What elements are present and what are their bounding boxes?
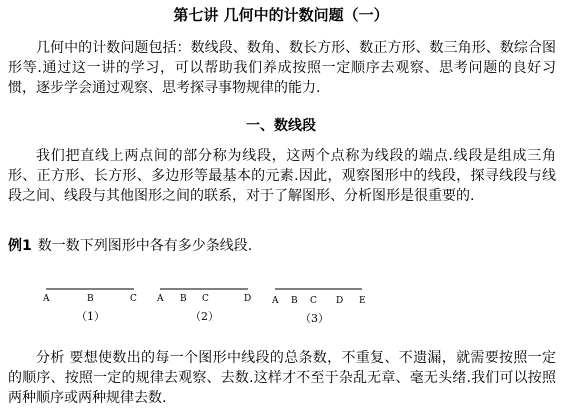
figure-3-caption: （3）: [300, 312, 329, 325]
figure-3-point-e: E: [359, 296, 366, 306]
figure-3-point-b: B: [291, 296, 298, 306]
figure-2-point-b: B: [180, 294, 187, 304]
lesson-title: 第七讲 几何中的计数问题（一）: [173, 6, 389, 24]
section-paragraph: 我们把直线上两点间的部分称为线段，这两个点称为线段的端点.线段是组成三角形、正方形、长方形、多边形等最基本的元素.因此，观察图形中的线段，探寻线段与线段之间、线段与其他图形之间的联系，对于了解图形、分析图形是很重要的.: [8, 148, 556, 204]
figure-1-caption: （1）: [76, 310, 105, 323]
figure-1-point-b: B: [87, 294, 94, 304]
figure-3-point-d: D: [336, 296, 344, 306]
section-heading: 一、数线段: [246, 118, 316, 134]
figure-3-point-c: C: [310, 296, 317, 306]
figure-2-point-c: C: [202, 294, 209, 304]
figure-1-point-c: C: [130, 294, 137, 304]
example-text: 数一数下列图形中各有多少条线段.: [37, 238, 253, 254]
example-label: 例1: [8, 238, 32, 254]
figure-3-point-a: A: [272, 296, 279, 306]
figure-3: [271, 289, 366, 325]
segment-figures: [0, 280, 562, 340]
figure-2: [156, 289, 251, 323]
intro-paragraph: 几何中的计数问题包括：数线段、数角、数长方形、数正方形、数三角形、数综合图形等.通过这一讲的学习，可以帮助我们养成按照一定顺序去观察、思考问题的良好习惯，逐步学会通过观察、思考探寻事物规律的能力.: [8, 40, 556, 96]
figure-2-point-d: D: [244, 294, 252, 304]
figure-2-point-a: A: [157, 294, 164, 304]
figure-1: [42, 289, 137, 323]
figure-2-caption: （2）: [190, 310, 219, 323]
analysis-paragraph: 分析 要想使数出的每一个图形中线段的总条数，不重复、不遗漏，就需要按照一定的顺序、按照一定的规律去观察、去数.这样才不至于杂乱无章、毫无头绪.我们可以按照两种顺序或两种规律去数.: [8, 350, 556, 406]
figure-1-point-a: A: [43, 294, 50, 304]
example-1: [8, 236, 556, 256]
